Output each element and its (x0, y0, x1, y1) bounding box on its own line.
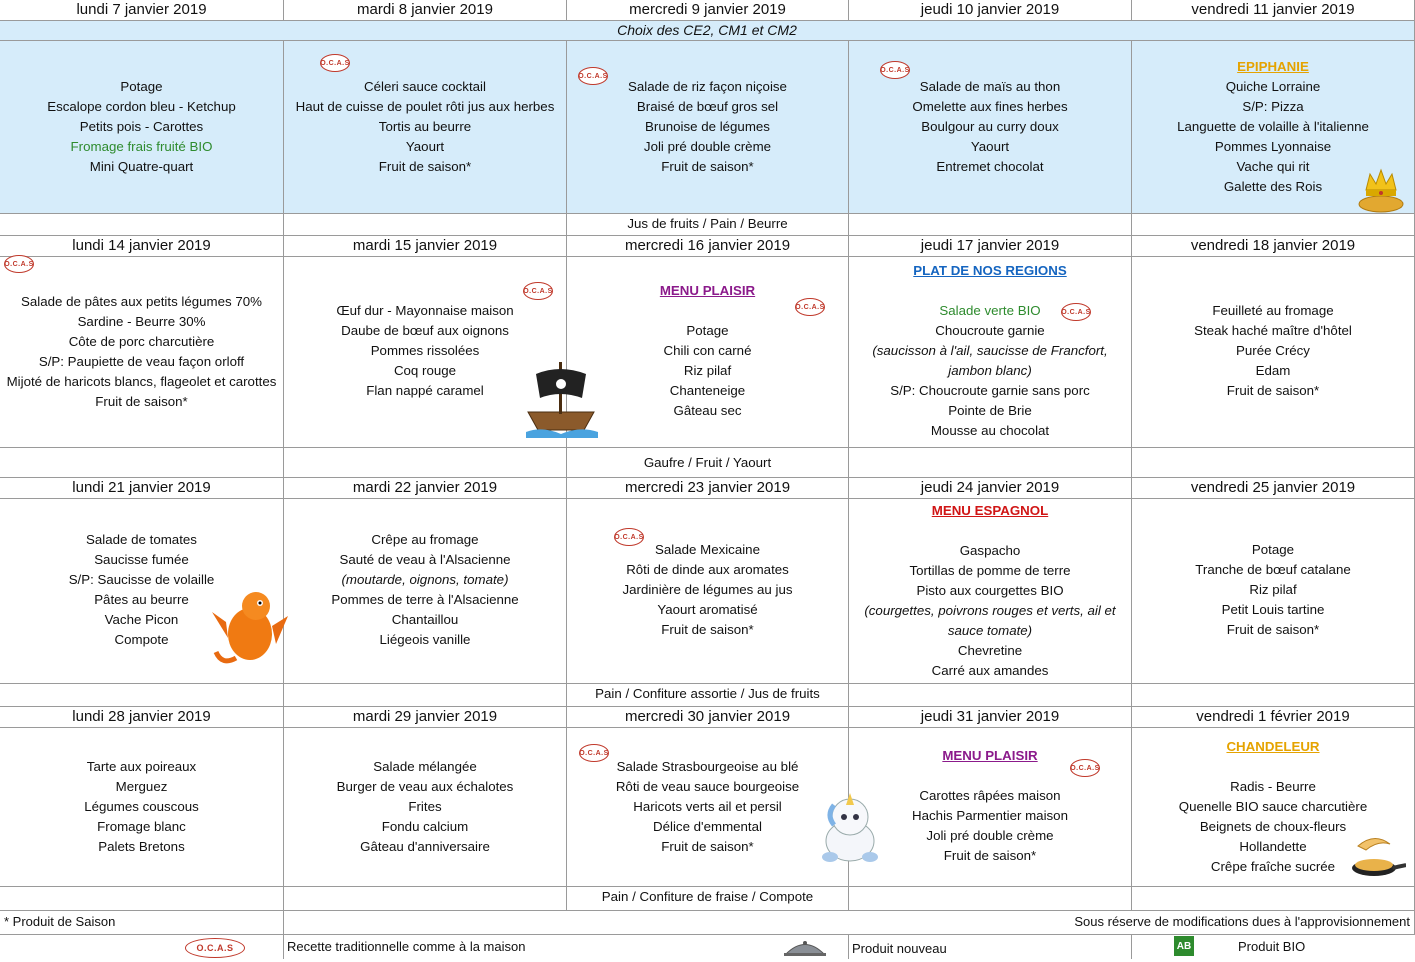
day-header: mardi 8 janvier 2019 (284, 0, 567, 21)
menu-cell (0, 41, 284, 214)
menu-item: Pommes rissolées (370, 343, 480, 358)
legend-cell (849, 935, 1132, 959)
empty-cell (1132, 684, 1415, 707)
empty-cell (849, 214, 1132, 236)
empty-cell (284, 214, 567, 236)
menu-item: S/P: Paupiette de veau façon orloff (38, 354, 245, 369)
menu-item: Salade Strasbourgeoise au blé (616, 759, 799, 774)
bio-logo: AB (1174, 936, 1194, 956)
menu-item: Petit Louis tartine (1221, 602, 1325, 617)
menu-item: Vache Picon (104, 612, 179, 627)
day-header: jeudi 24 janvier 2019 (849, 478, 1132, 499)
menu-item: Salade verte BIO (939, 303, 1041, 318)
crepe-pan-icon (1346, 828, 1406, 884)
menu-item: Rôti de veau sauce bourgeoise (615, 779, 800, 794)
menu-item: Rôti de dinde aux aromates (626, 562, 789, 577)
menu-cell (1132, 257, 1415, 448)
menu-cell (567, 499, 849, 684)
menu-item: Chantaillou (391, 612, 459, 627)
menu-item: Riz pilaf (1249, 582, 1297, 597)
empty-cell (0, 887, 284, 911)
reserve-note: Sous réserve de modifications dues à l'approvisionnement (1074, 914, 1410, 929)
ocas-stamp: O.C.A.S (523, 282, 553, 300)
menu-item: Daube de bœuf aux oignons (341, 323, 509, 338)
menu-item: Fromage blanc (97, 819, 186, 834)
day-header: mardi 22 janvier 2019 (284, 478, 567, 499)
day-header: vendredi 11 janvier 2019 (1132, 0, 1415, 21)
ocas-stamp: O.C.A.S (1061, 303, 1091, 321)
menu-title: CHANDELEUR (1226, 739, 1320, 754)
snack-cell: Pain / Confiture assortie / Jus de fruits (567, 684, 849, 707)
menu-item: Steak haché maître d'hôtel (1194, 323, 1352, 338)
crown-galette-icon (1356, 166, 1406, 214)
menu-item: Crêpe au fromage (371, 532, 479, 547)
day-header: lundi 28 janvier 2019 (0, 707, 284, 728)
empty-cell (849, 684, 1132, 707)
menu-cell (567, 41, 849, 214)
snack-cell: Pain / Confiture de fraise / Compote (567, 887, 849, 911)
menu-item: Fruit de saison* (661, 839, 754, 854)
menu-item: Petits pois - Carottes (79, 119, 204, 134)
legend-cell (0, 935, 284, 959)
legend-traditional: Recette traditionnelle comme à la maison (287, 939, 526, 954)
menu-item: Potage (686, 323, 729, 338)
menu-item: Fruit de saison* (943, 848, 1037, 863)
menu-item: Haut de cuisse de poulet rôti jus aux herbes (295, 99, 555, 114)
menu-item: Merguez (115, 779, 168, 794)
legend-bio: Produit BIO (1238, 939, 1306, 954)
ocas-stamp: O.C.A.S (4, 255, 34, 273)
menu-item: Chili con carné (663, 343, 752, 358)
menu-item: Chevretine (957, 643, 1023, 658)
menu-item: Légumes couscous (84, 799, 199, 814)
menu-item: Compote (114, 632, 169, 647)
menu-item: Délice d'emmental (653, 819, 762, 834)
menu-item: Radis - Beurre (1230, 779, 1316, 794)
menu-cell (567, 728, 849, 887)
empty-cell (849, 887, 1132, 911)
menu-item: Tortis au beurre (378, 119, 472, 134)
menu-item: Flan nappé caramel (366, 383, 484, 398)
ocas-stamp: O.C.A.S (1070, 759, 1100, 777)
menu-item: Beignets de choux-fleurs (1199, 819, 1347, 834)
day-header: mercredi 16 janvier 2019 (567, 236, 849, 257)
menu-item: Salade Mexicaine (655, 542, 760, 557)
menu-item: Chanteneige (669, 383, 746, 398)
menu-title: MENU PLAISIR (659, 283, 756, 298)
menu-item: Gaspacho (959, 543, 1021, 558)
day-header: vendredi 18 janvier 2019 (1132, 236, 1415, 257)
menu-item: (courgettes, poivrons rouges et verts, ail et sauce tomate) (864, 603, 1116, 638)
menu-item: Feuilleté au fromage (1212, 303, 1334, 318)
menu-item: Sauté de veau à l'Alsacienne (339, 552, 511, 567)
snack-cell: Gaufre / Fruit / Yaourt (567, 448, 849, 478)
menu-item: Carottes râpées maison (919, 788, 1061, 803)
menu-item: Carré aux amandes (931, 663, 1049, 678)
menu-item: Hollandette (1239, 839, 1307, 854)
menu-item: Choucroute garnie (935, 323, 1045, 338)
menu-item: Mini Quatre-quart (89, 159, 194, 174)
empty-cell (0, 448, 284, 478)
dragon-icon (212, 582, 288, 670)
menu-cell (849, 728, 1132, 887)
legend-cell (284, 935, 849, 959)
menu-item: Fruit de saison* (378, 159, 472, 174)
menu-item: Fromage frais fruité BIO (70, 139, 213, 154)
menu-item: Mijoté de haricots blancs, flageolet et carottes (6, 374, 277, 389)
menu-title: MENU PLAISIR (942, 748, 1038, 763)
unicorn-plush-icon (814, 789, 886, 865)
menu-item: Fondu calcium (381, 819, 469, 834)
menu-item: Pommes Lyonnaise (1214, 139, 1332, 154)
menu-item: Fruit de saison* (661, 159, 754, 174)
menu-item: Fruit de saison* (95, 394, 188, 409)
season-note: * Produit de Saison (4, 914, 116, 929)
menu-item: (moutarde, oignons, tomate) (341, 572, 509, 587)
menu-cell (1132, 499, 1415, 684)
empty-cell (284, 684, 567, 707)
menu-item: Pisto aux courgettes BIO (916, 583, 1064, 598)
menu-item: Œuf dur - Mayonnaise maison (336, 303, 514, 318)
menu-cell (849, 499, 1132, 684)
menu-item: Crêpe fraîche sucrée (1210, 859, 1336, 874)
menu-item: Fruit de saison* (1226, 383, 1320, 398)
day-header: mardi 15 janvier 2019 (284, 236, 567, 257)
menu-item: Tortillas de pomme de terre (909, 563, 1071, 578)
menu-item: Burger de veau aux échalotes (336, 779, 514, 794)
menu-item: Omelette aux fines herbes (912, 99, 1068, 114)
pirate-ship-icon (522, 354, 600, 438)
menu-item: Salade de maïs au thon (919, 79, 1061, 94)
ocas-logo: O.C.A.S (185, 938, 245, 958)
footer-cell (284, 911, 1415, 935)
menu-item: Yaourt aromatisé (657, 602, 758, 617)
menu-item: Frites (408, 799, 442, 814)
menu-item: Tarte aux poireaux (86, 759, 197, 774)
menu-cell (0, 257, 284, 448)
menu-item: Vache qui rit (1236, 159, 1310, 174)
day-header: mardi 29 janvier 2019 (284, 707, 567, 728)
menu-item: Haricots verts ail et persil (633, 799, 782, 814)
menu-item: Pâtes au beurre (94, 592, 189, 607)
menu-item: Brunoise de légumes (645, 119, 770, 134)
menu-item: Céleri sauce cocktail (364, 79, 486, 94)
menu-item: Languette de volaille à l'italienne (1177, 119, 1369, 134)
menu-item: Salade de tomates (86, 532, 197, 547)
menu-item: Joli pré double crème (926, 828, 1054, 843)
ocas-stamp: O.C.A.S (795, 298, 825, 316)
menu-item: Purée Crécy (1236, 343, 1310, 358)
day-header: vendredi 25 janvier 2019 (1132, 478, 1415, 499)
menu-item: Escalope cordon bleu - Ketchup (47, 99, 236, 114)
menu-item: S/P: Saucisse de volaille (68, 572, 215, 587)
menu-item: Salade de riz façon niçoise (628, 79, 787, 94)
menu-item: Gâteau sec (673, 403, 742, 418)
footer-cell (0, 911, 284, 935)
day-header: lundi 14 janvier 2019 (0, 236, 284, 257)
day-header: jeudi 10 janvier 2019 (849, 0, 1132, 21)
menu-cell (0, 728, 284, 887)
ocas-stamp: O.C.A.S (320, 54, 350, 72)
menu-item: Pointe de Brie (948, 403, 1032, 418)
serving-cloche-icon (782, 937, 828, 957)
menu-item: Jardinière de légumes au jus (622, 582, 793, 597)
menu-item: (saucisson à l'ail, saucisse de Francfort, jambon blanc) (872, 343, 1108, 378)
menu-item: Boulgour au curry doux (921, 119, 1059, 134)
menu-item: Salade de pâtes aux petits légumes 70% (21, 294, 262, 309)
menu-item: Hachis Parmentier maison (912, 808, 1068, 823)
menu-title: EPIPHANIE (1237, 59, 1309, 74)
day-header: vendredi 1 février 2019 (1132, 707, 1415, 728)
day-header: jeudi 17 janvier 2019 (849, 236, 1132, 257)
menu-item: Potage (1251, 542, 1295, 557)
menu-cell (567, 257, 849, 448)
menu-item: Côte de porc charcutière (68, 334, 215, 349)
menu-cell (284, 728, 567, 887)
menu-item: Sardine - Beurre 30% (77, 314, 206, 329)
ocas-stamp: O.C.A.S (579, 744, 609, 762)
menu-item: Pommes de terre à l'Alsacienne (331, 592, 519, 607)
empty-cell (1132, 214, 1415, 236)
menu-cell (284, 499, 567, 684)
menu-item: Fruit de saison* (1226, 622, 1320, 637)
menu-item: S/P: Choucroute garnie sans porc (890, 383, 1090, 398)
menu-item: Liégeois vanille (379, 632, 471, 647)
menu-item: Galette des Rois (1223, 179, 1323, 194)
menu-item: Joli pré double crème (643, 139, 772, 154)
menu-item: Saucisse fumée (94, 552, 189, 567)
day-header: jeudi 31 janvier 2019 (849, 707, 1132, 728)
ocas-stamp: O.C.A.S (880, 61, 910, 79)
empty-cell (0, 684, 284, 707)
menu-title: PLAT DE NOS REGIONS (913, 263, 1067, 278)
menu-item: Edam (1255, 363, 1291, 378)
menu-item: Palets Bretons (98, 839, 185, 854)
choice-banner: Choix des CE2, CM1 et CM2 (0, 21, 1415, 41)
menu-cell (849, 257, 1132, 448)
menu-item: Yaourt (970, 139, 1010, 154)
empty-cell (849, 448, 1132, 478)
menu-item: Quiche Lorraine (1225, 79, 1321, 94)
empty-cell (284, 448, 567, 478)
menu-item: Quenelle BIO sauce charcutière (1178, 799, 1368, 814)
menu-item: Entremet chocolat (936, 159, 1044, 174)
week-3-header (0, 478, 1415, 499)
menu-item: Braisé de bœuf gros sel (636, 99, 779, 114)
week-2-header (0, 236, 1415, 257)
menu-title: MENU ESPAGNOL (931, 503, 1049, 518)
menu-item: Yaourt (405, 139, 445, 154)
day-header: mercredi 30 janvier 2019 (567, 707, 849, 728)
ocas-stamp: O.C.A.S (578, 67, 608, 85)
week-4-header (0, 707, 1415, 728)
empty-cell (1132, 448, 1415, 478)
day-header: lundi 21 janvier 2019 (0, 478, 284, 499)
empty-cell (1132, 887, 1415, 911)
menu-item: Mousse au chocolat (930, 423, 1050, 438)
day-header: mercredi 9 janvier 2019 (567, 0, 849, 21)
week-1-header (0, 0, 1415, 21)
empty-cell (284, 887, 567, 911)
menu-item: Salade mélangée (373, 759, 477, 774)
ocas-stamp: O.C.A.S (614, 528, 644, 546)
menu-item: S/P: Pizza (1242, 99, 1304, 114)
day-header: lundi 7 janvier 2019 (0, 0, 284, 21)
legend-cell (1132, 935, 1415, 959)
menu-item: Potage (120, 79, 163, 94)
menu-item: Tranche de bœuf catalane (1195, 562, 1351, 577)
menu-item: Coq rouge (393, 363, 457, 378)
snack-cell: Jus de fruits / Pain / Beurre (567, 214, 849, 236)
menu-item: Fruit de saison* (661, 622, 754, 637)
legend-new: Produit nouveau (852, 941, 947, 956)
day-header: mercredi 23 janvier 2019 (567, 478, 849, 499)
menu-item: Riz pilaf (683, 363, 732, 378)
menu-item: Gâteau d'anniversaire (360, 839, 490, 854)
empty-cell (0, 214, 284, 236)
